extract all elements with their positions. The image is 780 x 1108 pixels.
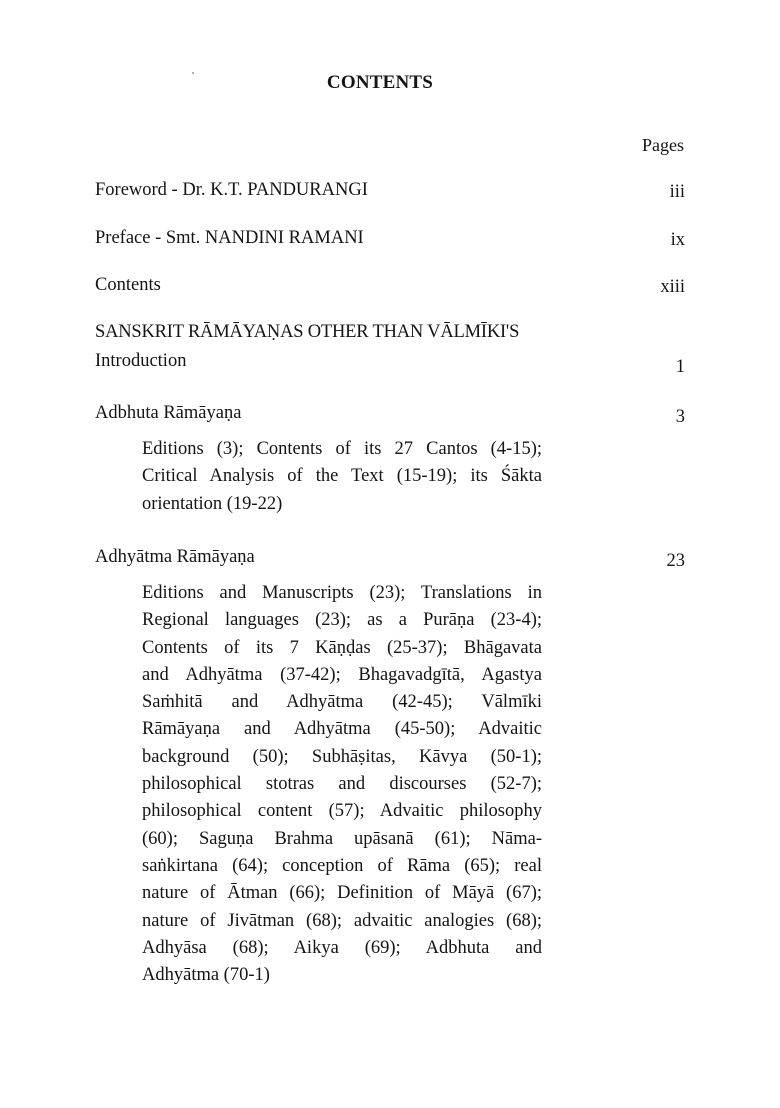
toc-chapter-adhyatma (95, 545, 685, 569)
subtopic-line: orientation (19-22) (142, 493, 283, 514)
toc-page-number: iii (669, 182, 685, 202)
subtopic-line: Adhyātma (70-1) (142, 965, 270, 986)
chapter-title: Adhyātma Rāmāyaṇa (95, 547, 255, 567)
chapter-title: Adbhuta Rāmāyaṇa (95, 403, 242, 423)
toc-entry-introduction (95, 349, 685, 377)
subtopic-line: Adhyāsa (68); Aikya (69); Adbhuta and (142, 937, 542, 958)
section-heading: SANSKRIT RĀMĀYAṆAS OTHER THAN VĀLMĪKI'S (95, 322, 520, 342)
chapter-subtopics-adhyatma (142, 580, 542, 989)
subtopic-line: (60); Saguṇa Brahma upāsanā (61); Nāma- (142, 828, 542, 849)
toc-chapter-adbhuta (95, 401, 685, 425)
toc-page-number: 3 (675, 407, 685, 427)
subtopic-line: saṅkirtana (64); conception of Rāma (65); real (142, 855, 542, 876)
chapter-subtopics-adbhuta (142, 436, 542, 518)
page-title: CONTENTS (326, 72, 434, 93)
subtopic-line: Editions and Manuscripts (23); Translations in (142, 583, 542, 603)
subtopic-line: nature of Ātman (66); Definition of Māyā (67); (142, 883, 542, 904)
subtopic-line: Rāmāyaṇa and Adhyātma (45-50); Advaitic (142, 719, 542, 740)
toc-entry-preface (95, 226, 685, 250)
toc-entry-foreword (95, 178, 685, 202)
subtopic-line: Regional languages (23); as a Purāṇa (23-4); (142, 610, 542, 631)
subtopic-line: philosophical stotras and discourses (52-7); (142, 774, 542, 795)
pages-column-header: Pages (642, 135, 684, 155)
toc-page-number: 1 (675, 357, 685, 377)
subtopic-line: philosophical content (57); Advaitic philosophy (142, 801, 542, 822)
toc-page-number: ix (670, 230, 685, 250)
toc-entry-label: Preface - Smt. NANDINI RAMANI (95, 228, 364, 248)
toc-entry-contents (95, 273, 685, 297)
subtopic-line: nature of Jivātman (68); advaitic analogies (68); (142, 910, 542, 931)
subtopic-line: Contents of its 7 Kāṇḍas (25-37); Bhāgavata (142, 637, 542, 658)
toc-entry-label: Contents (95, 275, 161, 295)
toc-entry-label: Introduction (95, 351, 187, 371)
toc-page-number: xiii (660, 277, 685, 297)
toc-page-number: 23 (666, 551, 685, 571)
subtopic-line: Editions (3); Contents of its 27 Cantos (4-15); (142, 439, 542, 459)
subtopic-line: and Adhyātma (37-42); Bhagavadgītā, Agastya (142, 664, 542, 685)
subtopic-line: Critical Analysis of the Text (15-19); its Śākta (142, 466, 542, 487)
subtopic-line: background (50); Subhāṣitas, Kāvya (50-1); (142, 746, 542, 767)
toc-entry-label: Foreword - Dr. K.T. PANDURANGI (95, 180, 368, 200)
subtopic-line: Saṁhitā and Adhyātma (42-45); Vālmīki (142, 692, 542, 713)
